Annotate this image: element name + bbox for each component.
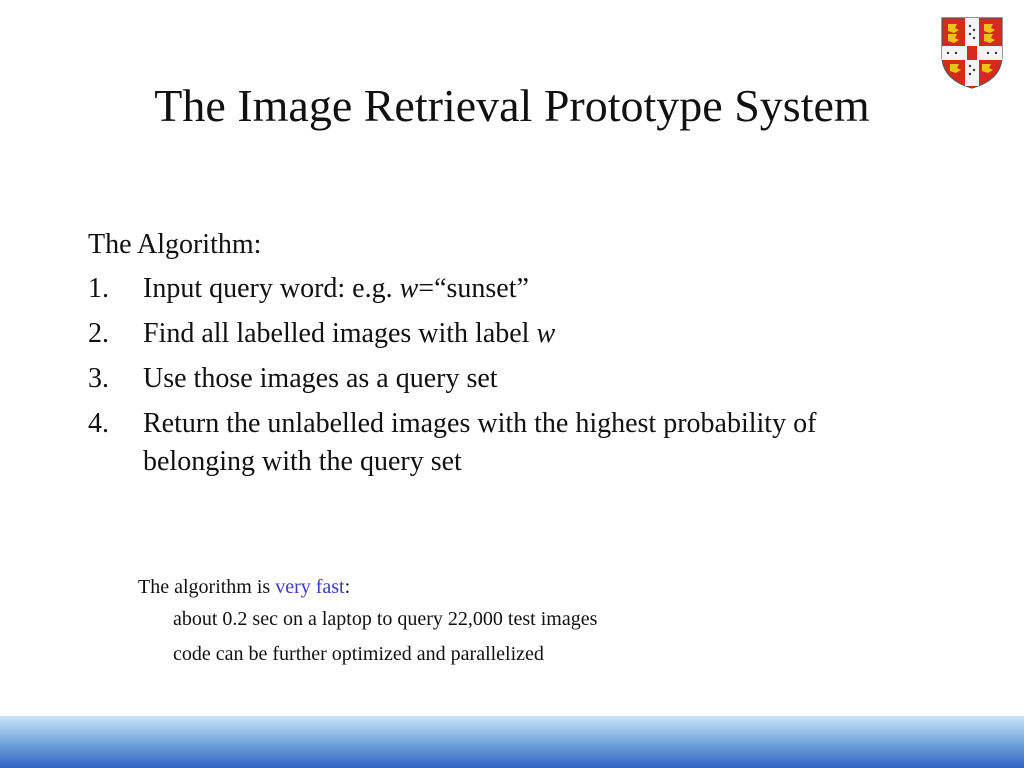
- note-heading-text: The algorithm is: [138, 576, 276, 598]
- note-heading-colon: :: [344, 576, 351, 598]
- algorithm-step: [88, 360, 918, 398]
- algorithm-step: [88, 405, 918, 481]
- step-number: 3.: [88, 363, 109, 394]
- step-text-suffix: =“sunset”: [418, 273, 529, 304]
- step-text-main: Use those images as a query set: [143, 363, 498, 394]
- note-line: code can be further optimized and parallelized: [173, 643, 544, 665]
- performance-note: [138, 572, 597, 672]
- slide-title: The Image Retrieval Prototype System: [154, 80, 870, 131]
- algorithm-step: [88, 270, 918, 308]
- footer-gradient-bar: [0, 716, 1024, 768]
- algorithm-steps: [88, 270, 918, 481]
- step-text-main: Return the unlabelled images with the highest probability of belonging with the query set: [143, 408, 817, 477]
- step-variable: w: [399, 273, 419, 304]
- algorithm-section: [88, 226, 918, 488]
- step-number: 2.: [88, 318, 109, 349]
- step-text-main: Find all labelled images with label: [143, 318, 537, 349]
- note-line: about 0.2 sec on a laptop to query 22,000 test images: [173, 608, 598, 630]
- step-text: [143, 405, 918, 481]
- step-text-main: Input query word: e.g.: [143, 273, 400, 304]
- algorithm-heading: The Algorithm:: [88, 229, 262, 260]
- step-variable: w: [536, 318, 556, 349]
- note-highlight: very fast: [275, 576, 345, 598]
- step-number: 4.: [88, 408, 109, 439]
- algorithm-step: [88, 315, 918, 353]
- step-text: [143, 270, 918, 308]
- step-number: 1.: [88, 273, 109, 304]
- step-text: [143, 360, 918, 398]
- note-heading: [138, 572, 597, 602]
- step-text: [143, 315, 918, 353]
